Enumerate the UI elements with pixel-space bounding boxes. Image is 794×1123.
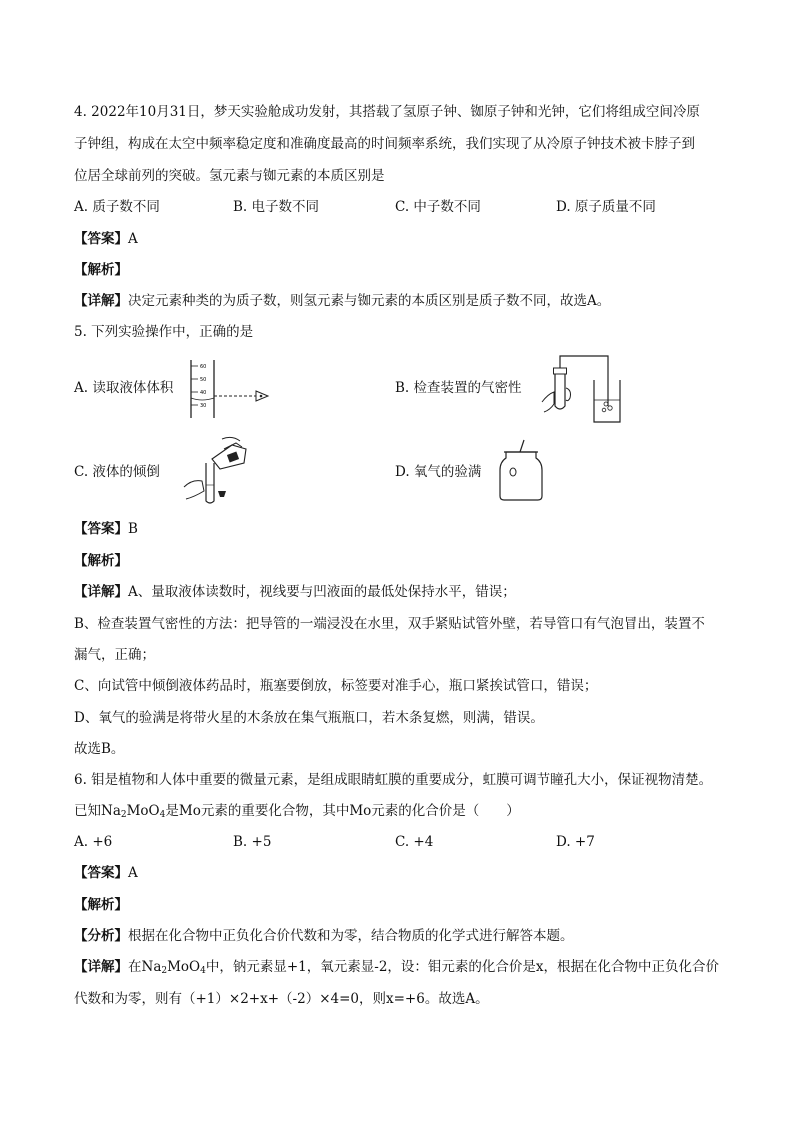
q5-option-c: C. 液体的倾倒 [74, 464, 160, 480]
q6-stem-line-1: 6. 钼是植物和人体中重要的微量元素，是组成眼睛虹膜的重要成分，虹膜可调节瞳孔大小，保证视物清楚。 [74, 772, 713, 788]
q6-fenxi [74, 926, 574, 946]
answer-label: 【答案】 [74, 231, 128, 247]
gas-collection-bottle-figure [498, 438, 548, 502]
tick-40: 40 [200, 390, 207, 396]
q6-option-d: D. +7 [556, 834, 595, 850]
answer-label: 【答案】 [74, 865, 128, 881]
analysis-label: 【解析】 [74, 262, 128, 278]
q4-option-b: B. 电子数不同 [233, 199, 320, 215]
tick-30: 30 [200, 403, 207, 409]
detail-label: 【详解】 [74, 959, 128, 975]
q6-option-a: A. +6 [74, 834, 113, 850]
formula-sub-2: 2 [161, 966, 168, 976]
detail-text-post: 中，钠元素显+1，氧元素显-2，设：钼元素的化合价是x，根据在化合物中正负化合价 [205, 959, 720, 975]
q4-stem-line-2: 子钟组，构成在太空中频率稳定度和准确度最高的时间频率系统，我们实现了从冷原子钟技术被卡脖子到 [74, 136, 695, 152]
q4-detail [74, 291, 610, 311]
q5-conclusion: 故选B。 [74, 741, 125, 757]
answer-label: 【答案】 [74, 521, 128, 537]
formula-moo: MoO [167, 959, 201, 975]
detail-label: 【详解】 [74, 293, 128, 309]
stem-text-pre: 已知 [74, 803, 101, 819]
formula-na: Na [141, 959, 162, 975]
q6-analysis [74, 895, 128, 915]
tick-60: 60 [200, 364, 207, 370]
q6-option-b: B. +5 [233, 834, 272, 850]
q4-option-c: C. 中子数不同 [395, 199, 481, 215]
detail-text-pre: 在 [128, 959, 142, 975]
q5-detail-c: C、向试管中倾倒液体药品时，瓶塞要倒放，标签要对准手心，瓶口紧挨试管口，错误； [74, 678, 598, 694]
q6-answer [74, 863, 138, 883]
analysis-label: 【解析】 [74, 553, 128, 569]
formula-na2moo4 [142, 959, 206, 975]
tick-50: 50 [200, 377, 207, 383]
formula-na: Na [101, 803, 121, 819]
q5-stem: 5. 下列实验操作中，正确的是 [74, 324, 254, 340]
formula-sub-2: 2 [120, 810, 127, 820]
fenxi-text: 根据在化合物中正负化合价代数和为零，结合物质的化学式进行解答本题。 [128, 928, 574, 944]
q5-detail-d: D、氧气的验满是将带火星的木条放在集气瓶瓶口，若木条复燃，则满，错误。 [74, 710, 544, 726]
q5-detail-b-line-2: 漏气，正确； [74, 647, 155, 663]
detail-text: 决定元素种类的为质子数，则氢元素与铷元素的本质区别是质子数不同，故选A。 [128, 293, 611, 309]
graduated-cylinder-figure [186, 360, 276, 420]
q5-analysis [74, 551, 128, 571]
q4-analysis [74, 260, 128, 280]
analysis-label: 【解析】 [74, 897, 128, 913]
detail-label: 【详解】 [74, 584, 128, 600]
q4-stem-line-3: 位居全球前列的突破。氢元素与铷元素的本质区别是 [74, 168, 385, 184]
q5-option-b: B. 检查装置的气密性 [395, 380, 522, 396]
answer-value: A [128, 231, 138, 247]
q5-detail-b-line-1: B、检查装置气密性的方法：把导管的一端浸没在水里，双手紧贴试管外壁，若导管口有气泡冒出，装置不 [74, 616, 705, 632]
q6-detail-line-2: 代数和为零，则有（+1）×2+x+（-2）×4=0，则x=+6。故选A。 [74, 991, 489, 1007]
q6-option-c: C. +4 [395, 834, 434, 850]
formula-sub-4: 4 [200, 966, 206, 976]
q4-option-a: A. 质子数不同 [74, 199, 160, 215]
answer-value: B [128, 521, 138, 537]
q5-answer [74, 519, 138, 539]
q5-option-a: A. 读取液体体积 [74, 380, 174, 396]
stem-text-post: 是Mo元素的重要化合物，其中Mo元素的化合价是（ ） [165, 803, 520, 819]
q4-answer [74, 229, 138, 249]
pouring-liquid-figure [180, 435, 260, 505]
formula-sub-4: 4 [159, 810, 166, 820]
q5-detail-a [74, 582, 516, 602]
formula-na2moo4 [101, 803, 165, 819]
q6-stem-line-2 [74, 801, 520, 825]
answer-value: A [128, 865, 138, 881]
q4-stem-line-1: 4. 2022年10月31日，梦天实验舱成功发射，其搭载了氢原子钟、铷原子钟和光钟，它们将组成空间冷原 [74, 104, 700, 120]
q6-detail-line-1 [74, 957, 719, 981]
formula-moo: MoO [126, 803, 160, 819]
fenxi-label: 【分析】 [74, 928, 128, 944]
airtightness-check-figure [540, 350, 630, 430]
q5-option-d: D. 氧气的验满 [395, 464, 482, 480]
q4-option-d: D. 原子质量不同 [556, 199, 656, 215]
detail-text: A、量取液体读数时，视线要与凹液面的最低处保持水平，错误； [128, 584, 516, 600]
